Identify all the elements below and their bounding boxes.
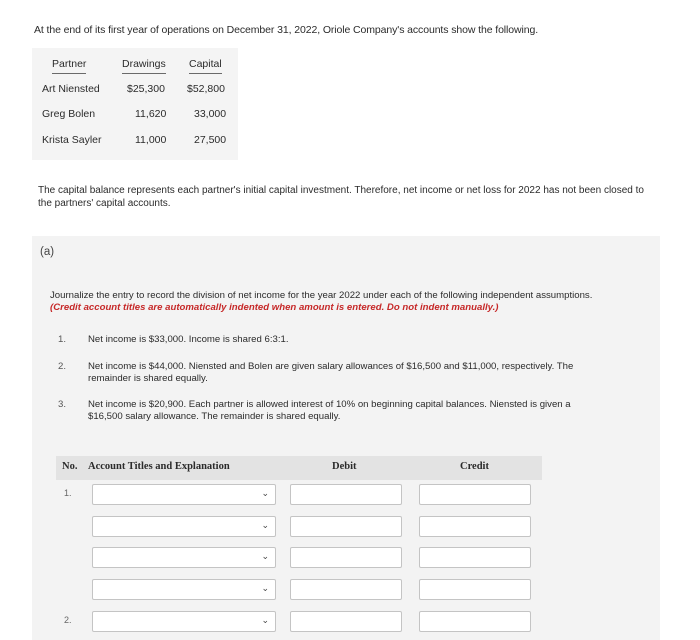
partner-name: Greg Bolen [42, 108, 96, 120]
assumption-number: 2. [58, 361, 67, 372]
instruction-note: (Credit account titles are automatically indented when amount is entered. Do not indent manually.) [50, 302, 499, 313]
account-title-select[interactable] [92, 579, 276, 600]
partner-name: Art Niensted [42, 83, 100, 95]
assumption-text [88, 399, 571, 423]
chevron-down-icon: ⌄ [261, 488, 269, 498]
assumption-number: 1. [58, 334, 67, 345]
account-title-select[interactable] [92, 484, 276, 505]
instructions [50, 290, 650, 314]
header-capital: Capital [189, 58, 222, 74]
chevron-down-icon: ⌄ [261, 520, 269, 530]
debit-input[interactable] [290, 516, 402, 537]
account-title-select[interactable] [92, 547, 276, 568]
partner-capital: 33,000 [194, 108, 227, 120]
chevron-down-icon: ⌄ [261, 615, 269, 625]
assumption-text [88, 361, 573, 385]
assumption-number: 3. [58, 399, 67, 410]
credit-input[interactable] [419, 611, 531, 632]
chevron-down-icon: ⌄ [261, 583, 269, 593]
assumption-line: Net income is $44,000. Niensted and Bolen are given salary allowances of $16,500 and $11,000, respectively. The [88, 361, 574, 372]
partner-drawings: 11,000 [135, 134, 167, 146]
header-drawings: Drawings [122, 58, 166, 74]
credit-input[interactable] [419, 579, 531, 600]
partner-drawings: $25,300 [127, 83, 165, 95]
header-credit: Credit [460, 461, 489, 472]
credit-input[interactable] [419, 484, 531, 505]
problem-intro: At the end of its first year of operations on December 31, 2022, Oriole Company's accounts show the following. [34, 24, 539, 36]
assumption-line: remainder is shared equally. [88, 373, 208, 384]
header-account: Account Titles and Explanation [88, 461, 230, 472]
assumption-item [58, 361, 638, 387]
partner-drawings: 11,620 [135, 108, 167, 120]
account-title-select[interactable] [92, 516, 276, 537]
debit-input[interactable] [290, 484, 402, 505]
assumption-line: Net income is $20,900. Each partner is allowed interest of 10% on beginning capital balances. Niensted is given a [88, 399, 571, 410]
assumption-item [58, 399, 638, 425]
instruction-text: Journalize the entry to record the division of net income for the year 2022 under each of the following independent assumptions. [50, 290, 593, 301]
debit-input[interactable] [290, 611, 402, 632]
header-partner: Partner [52, 58, 86, 74]
partner-table-header [32, 58, 238, 76]
assumption-line: $16,500 salary allowance. The remainder is shared equally. [88, 411, 341, 422]
assumption-text: Net income is $33,000. Income is shared 6:3:1. [88, 334, 289, 345]
account-title-select[interactable] [92, 611, 276, 632]
partner-capital: 27,500 [194, 134, 227, 146]
table-row [32, 83, 238, 97]
partner-table [32, 48, 238, 160]
part-label: (a) [40, 246, 55, 258]
capital-statement: The capital balance represents each partner's initial capital investment. Therefore, net income or net loss for 2022 has not been closed to the partners' capital accounts. [38, 185, 644, 209]
credit-input[interactable] [419, 516, 531, 537]
partner-name: Krista Sayler [42, 134, 102, 146]
table-row [32, 134, 238, 148]
table-row [32, 108, 238, 122]
credit-input[interactable] [419, 547, 531, 568]
header-debit: Debit [332, 461, 357, 472]
journal-header [56, 456, 542, 480]
assumption-item [58, 334, 638, 348]
partner-capital: $52,800 [187, 83, 225, 95]
chevron-down-icon: ⌄ [261, 551, 269, 561]
entry-number: 2. [64, 615, 72, 625]
entry-number: 1. [64, 488, 72, 498]
debit-input[interactable] [290, 579, 402, 600]
header-no: No. [62, 461, 78, 472]
debit-input[interactable] [290, 547, 402, 568]
